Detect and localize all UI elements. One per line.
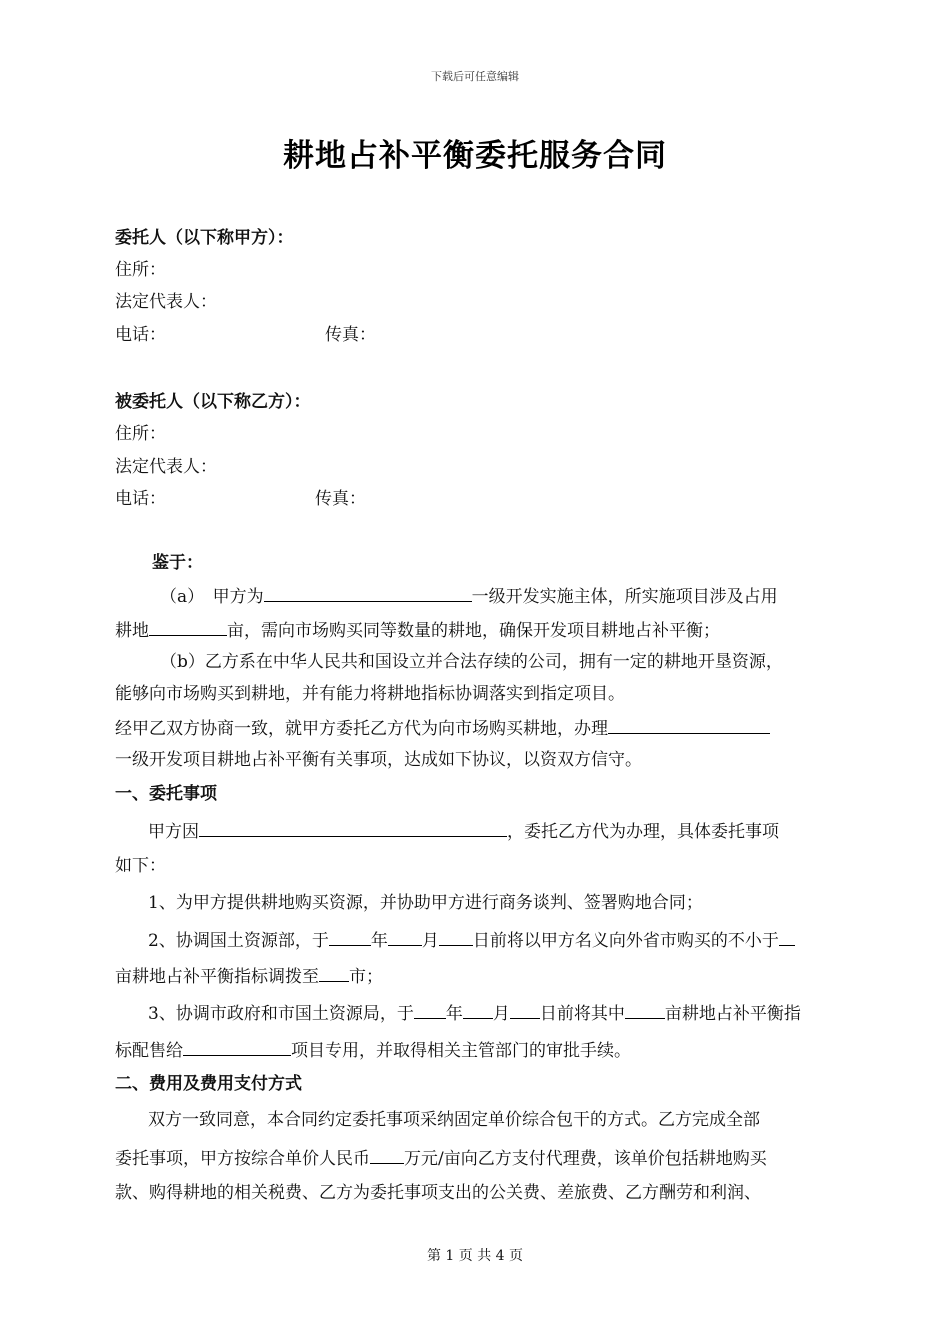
item-3b-text-2: 项目专用，并取得相关主管部门的审批手续。 (291, 1041, 631, 1061)
whereas-c2: 一级开发项目耕地占补平衡有关事项，达成如下协议，以资双方信守。 (115, 750, 642, 770)
party-b-rep: 法定代表人： (115, 457, 217, 477)
whereas-c (115, 715, 770, 741)
party-b-heading: 被委托人（以下称乙方）： (115, 392, 311, 412)
blank-field (319, 963, 349, 982)
item-3-text-2: 年 (445, 1004, 463, 1024)
item-2b-text-1: 亩耕地占补平衡指标调拨至 (115, 967, 319, 987)
section-2-p2 (115, 1145, 767, 1171)
blank-field (463, 1000, 493, 1019)
item-2-text-4: 日前将以甲方名义向外省市购买的不小于 (472, 931, 779, 951)
whereas-c-text: 经甲乙双方协商一致，就甲方委托乙方代为向市场购买耕地，办理 (115, 719, 608, 739)
item-3-text-3: 月 (492, 1004, 510, 1024)
page-footer: 第 1 页 共 4 页 (426, 1248, 524, 1264)
blank-field (149, 617, 227, 636)
section-1-heading: 一、委托事项 (115, 784, 217, 804)
party-a-address: 住所： (115, 260, 166, 280)
item-3-text-1: 3、协调市政府和市国土资源局，于 (148, 1004, 414, 1024)
section-1-item-3 (148, 1000, 801, 1026)
blank-field (608, 715, 770, 734)
whereas-a2-text-1: 耕地 (115, 621, 149, 641)
section-2-p2-text-2: 万元/亩向乙方支付代理费，该单价包括耕地购买 (404, 1149, 767, 1169)
blank-field (388, 927, 422, 946)
blank-field (510, 1000, 540, 1019)
section-2-heading: 二、费用及费用支付方式 (115, 1074, 302, 1094)
blank-field (329, 927, 371, 946)
whereas-heading: 鉴于： (152, 553, 203, 573)
party-a-rep: 法定代表人： (115, 292, 217, 312)
section-1-item-1: 1、为甲方提供耕地购买资源，并协助甲方进行商务谈判、签署购地合同； (148, 893, 703, 913)
section-1-item-3b (115, 1037, 631, 1063)
blank-field (414, 1000, 446, 1019)
party-b-address: 住所： (115, 424, 166, 444)
whereas-b: （b）乙方系在中华人民共和国设立并合法存续的公司，拥有一定的耕地开垦资源， (160, 652, 783, 672)
item-3-text-5: 亩耕地占补平衡指 (664, 1004, 801, 1024)
party-b-phone: 电话： (115, 489, 166, 509)
party-a-fax: 传真： (325, 325, 376, 345)
section-1-p1b: 如下： (115, 856, 166, 876)
section-2-p2-text-1: 委托事项，甲方按综合单价人民币 (115, 1149, 370, 1169)
whereas-a-text-1: （a） 甲方为 (160, 587, 264, 607)
party-a-heading: 委托人（以下称甲方）： (115, 228, 294, 248)
blank-field (370, 1145, 404, 1164)
party-b-fax: 传真： (315, 489, 366, 509)
section-1-item-2b (115, 963, 383, 989)
item-3-text-4: 日前将其中 (539, 1004, 625, 1024)
party-a-phone: 电话： (115, 325, 166, 345)
blank-field (199, 818, 507, 837)
section-1-p1 (148, 818, 779, 844)
section-2-p3: 款、购得耕地的相关税费、乙方为委托事项支出的公关费、差旅费、乙方酬劳和利润、 (115, 1183, 761, 1203)
blank-field (183, 1037, 291, 1056)
whereas-a2-text-2: 亩，需向市场购买同等数量的耕地，确保开发项目耕地占补平衡； (227, 621, 720, 641)
section-2-p1: 双方一致同意，本合同约定委托事项采纳固定单价综合包干的方式。乙方完成全部 (148, 1110, 760, 1130)
item-3b-text-1: 标配售给 (115, 1041, 183, 1061)
whereas-b2: 能够向市场购买到耕地，并有能力将耕地指标协调落实到指定项目。 (115, 684, 625, 704)
document-title: 耕地占补平衡委托服务合同 (283, 138, 667, 174)
section-1-p1-text-2: ，委托乙方代为办理，具体委托事项 (507, 822, 779, 842)
blank-field (625, 1000, 665, 1019)
whereas-a-text-2: 一级开发实施主体，所实施项目涉及占用 (471, 587, 778, 607)
header-note: 下载后可任意编辑 (431, 70, 519, 83)
item-2-text-2: 年 (370, 931, 388, 951)
item-2-text-3: 月 (421, 931, 439, 951)
blank-field (779, 927, 795, 946)
section-1-item-2 (148, 927, 795, 953)
item-2b-text-2: 市； (349, 967, 383, 987)
whereas-a2 (115, 617, 720, 643)
blank-field (439, 927, 473, 946)
blank-field (264, 583, 472, 602)
whereas-a (160, 583, 778, 609)
section-1-p1-text-1: 甲方因 (148, 822, 199, 842)
item-2-text-1: 2、协调国土资源部，于 (148, 931, 329, 951)
